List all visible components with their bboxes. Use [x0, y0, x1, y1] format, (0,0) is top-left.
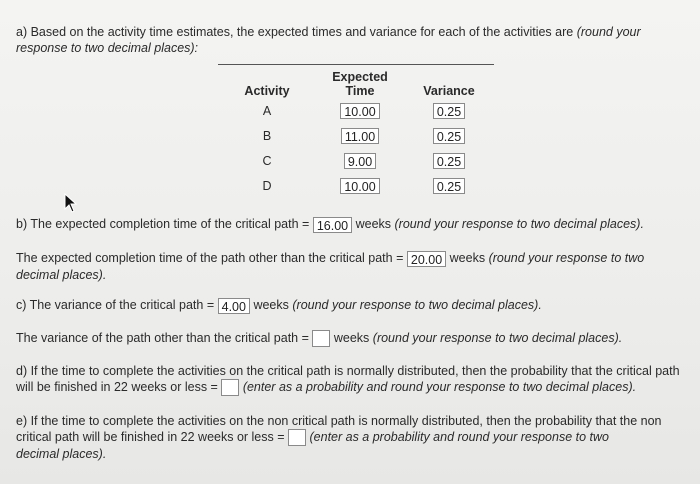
probability-note-cont: decimal places).: [16, 447, 107, 462]
rounding-note: (round your response to two: [488, 251, 645, 265]
part-d-text: d) If the time to complete the activities on the critical path is normally distributed, then the probability that the critical path: [16, 364, 680, 378]
part-e-text: e) If the time to complete the activities on the non critical path is normally distributed, then the probability that the non: [16, 414, 662, 428]
part-a-note-1: (round your: [576, 25, 641, 39]
probability-note: (enter as a probability and round your response to two: [309, 430, 609, 444]
variance-field[interactable]: 0.25: [433, 153, 465, 169]
part-e-text-2: critical path will be finished in 22 weeks or less =: [16, 430, 285, 444]
part-b-text: b) The expected completion time of the critical path =: [16, 217, 310, 231]
other-path-variance-field[interactable]: [312, 330, 330, 347]
unit-weeks: weeks: [449, 251, 486, 265]
table-row: [218, 123, 494, 148]
part-b-line-1: [16, 216, 644, 233]
critical-path-time-field[interactable]: 16.00: [313, 217, 352, 233]
part-c-line-1: [16, 297, 542, 314]
critical-path-variance-field[interactable]: 4.00: [218, 298, 250, 314]
expected-time-field[interactable]: 9.00: [344, 153, 376, 169]
rounding-note: (round your response to two decimal places).: [292, 298, 542, 312]
part-c-text: c) The variance of the critical path =: [16, 298, 215, 312]
other-path-time-field[interactable]: 20.00: [407, 251, 446, 267]
part-a-intro: [16, 24, 641, 56]
probability-note: (enter as a probability and round your response to two decimal places).: [242, 380, 637, 394]
part-b-text-2: The expected completion time of the path other than the critical path =: [16, 251, 404, 265]
variance-field[interactable]: 0.25: [433, 103, 465, 119]
part-c-line-2: [16, 330, 622, 347]
unit-weeks: weeks: [355, 217, 392, 231]
unit-weeks: weeks: [333, 331, 370, 345]
part-a-text: a) Based on the activity time estimates, the expected times and variance for each of the activities are: [16, 25, 574, 39]
rounding-note: (round your response to two decimal places).: [394, 217, 644, 231]
part-d: [16, 363, 680, 396]
expected-time-field[interactable]: 10.00: [340, 103, 379, 119]
rounding-note: (round your response to two decimal places).: [372, 331, 623, 345]
mouse-cursor-icon: [64, 193, 78, 213]
unit-weeks: weeks: [253, 298, 289, 312]
activity-table: [218, 62, 494, 198]
variance-field[interactable]: 0.25: [433, 178, 465, 194]
table-row: [218, 173, 494, 198]
part-b-line-2: [16, 250, 644, 283]
expected-time-field[interactable]: 10.00: [340, 178, 379, 194]
part-a-note-2: response to two decimal places):: [16, 41, 199, 55]
part-e: [16, 413, 662, 462]
activity-cell: D: [262, 178, 272, 193]
rounding-note-cont: decimal places).: [16, 267, 107, 282]
header-variance: Variance: [423, 84, 475, 98]
table-row: [218, 98, 494, 123]
variance-field[interactable]: 0.25: [433, 128, 465, 144]
expected-time-field[interactable]: 11.00: [341, 128, 379, 144]
part-d-text-2: will be finished in 22 weeks or less =: [16, 380, 218, 394]
header-activity: Activity: [244, 84, 290, 98]
activity-cell: B: [262, 128, 272, 143]
noncritical-path-probability-field[interactable]: [288, 429, 306, 446]
activity-cell: C: [262, 153, 272, 168]
table-row: [218, 148, 494, 173]
header-expected-time: Expected Time: [332, 70, 388, 98]
critical-path-probability-field[interactable]: [221, 379, 239, 396]
activity-cell: A: [262, 103, 272, 118]
part-c-text-2: The variance of the path other than the critical path =: [16, 331, 309, 345]
